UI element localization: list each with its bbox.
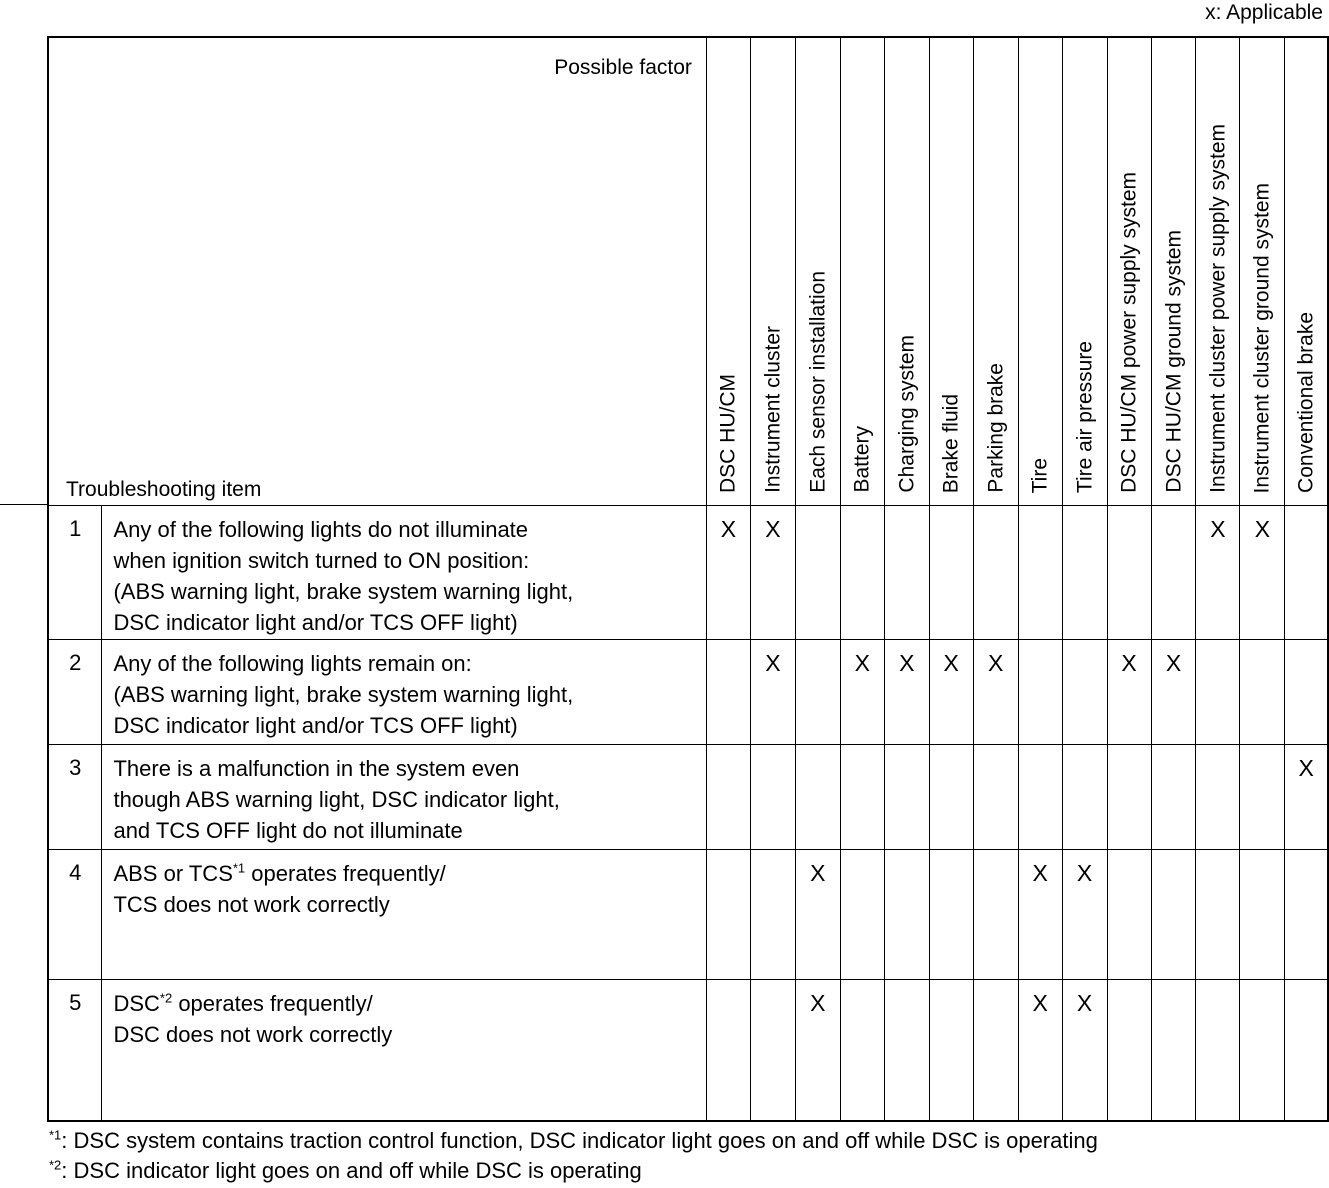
- applicable-cell: [750, 850, 795, 980]
- table-row: [48, 850, 1328, 980]
- applicable-cell: X: [1151, 640, 1196, 745]
- factor-label: Parking brake: [984, 363, 1008, 493]
- item-description: There is a malfunction in the system even though ABS warning light, DSC indicator light, and TCS OFF light do not illuminate: [102, 745, 706, 850]
- applicable-cell: [973, 980, 1018, 1121]
- factor-header: [1285, 37, 1328, 506]
- applicable-cell: [1018, 745, 1062, 850]
- applicable-cell: [1018, 640, 1062, 745]
- applicable-cell: X: [1196, 506, 1240, 640]
- applicable-cell: [1196, 745, 1240, 850]
- item-number: 1: [48, 506, 102, 640]
- applicable-cell: [973, 850, 1018, 980]
- applicable-cell: X: [973, 640, 1018, 745]
- applicable-cell: [1062, 640, 1107, 745]
- item-description: [102, 850, 706, 980]
- factor-label: Instrument cluster: [761, 326, 785, 493]
- applicable-cell: [884, 980, 929, 1121]
- applicable-cell: [929, 980, 973, 1121]
- applicable-cell: [1285, 640, 1328, 745]
- footnote-ref: *2: [159, 990, 173, 1006]
- factor-label: Conventional brake: [1294, 312, 1318, 493]
- description-text: ABS or TCS: [113, 861, 233, 886]
- factor-label: Charging system: [895, 335, 919, 493]
- footnote-1: [49, 1128, 1098, 1154]
- applicable-cell: [1240, 980, 1285, 1121]
- applicable-cell: [1151, 506, 1196, 640]
- applicable-cell: [1107, 745, 1151, 850]
- applicable-cell: [1062, 745, 1107, 850]
- applicable-cell: X: [706, 506, 750, 640]
- description-text: operates frequently/ TCS does not work correctly: [113, 861, 446, 917]
- applicable-cell: [795, 640, 840, 745]
- applicable-cell: [1196, 850, 1240, 980]
- table-row: [48, 980, 1328, 1121]
- footnote-ref: *1: [232, 860, 246, 876]
- factor-header: [706, 37, 750, 506]
- applicable-cell: X: [1018, 850, 1062, 980]
- applicable-cell: X: [929, 640, 973, 745]
- applicable-cell: [840, 745, 884, 850]
- applicable-cell: [706, 850, 750, 980]
- applicable-cell: [706, 745, 750, 850]
- header-corner: [48, 37, 706, 506]
- factor-header: [884, 37, 929, 506]
- applicable-cell: [1240, 850, 1285, 980]
- factor-label: Tire air pressure: [1073, 340, 1097, 493]
- troubleshooting-matrix: [47, 36, 1329, 1122]
- applicable-cell: X: [795, 980, 840, 1121]
- applicable-cell: [1107, 980, 1151, 1121]
- factor-label: Battery: [850, 426, 874, 493]
- applicable-cell: X: [840, 640, 884, 745]
- applicable-cell: [884, 850, 929, 980]
- factor-label: DSC HU/CM: [716, 374, 740, 493]
- applicable-legend: x: Applicable: [1205, 1, 1323, 24]
- factor-label: DSC HU/CM ground system: [1162, 230, 1185, 493]
- applicable-cell: [840, 980, 884, 1121]
- applicable-cell: [750, 745, 795, 850]
- factor-header: [1107, 37, 1151, 506]
- applicable-cell: X: [1062, 980, 1107, 1121]
- factor-header: [1151, 37, 1196, 506]
- troubleshooting-item-label: Troubleshooting item: [66, 478, 262, 501]
- table-row: [48, 640, 1328, 745]
- applicable-cell: [1151, 850, 1196, 980]
- possible-factor-label: Possible factor: [554, 56, 692, 79]
- item-number: 4: [48, 850, 102, 980]
- applicable-cell: [1240, 640, 1285, 745]
- factor-header: [840, 37, 884, 506]
- item-description: [102, 980, 706, 1121]
- footnote-1-mark: *1: [49, 1127, 62, 1143]
- item-number: 3: [48, 745, 102, 850]
- factor-header: [1062, 37, 1107, 506]
- applicable-cell: X: [1240, 506, 1285, 640]
- applicable-cell: [840, 850, 884, 980]
- item-number: 2: [48, 640, 102, 745]
- applicable-cell: [884, 745, 929, 850]
- applicable-cell: X: [795, 850, 840, 980]
- applicable-cell: [1018, 506, 1062, 640]
- applicable-cell: [840, 506, 884, 640]
- applicable-cell: [1196, 640, 1240, 745]
- applicable-cell: [1196, 980, 1240, 1121]
- factor-label: Brake fluid: [939, 393, 963, 493]
- factor-label: Instrument cluster ground system: [1250, 182, 1274, 493]
- factor-header: [1240, 37, 1285, 506]
- factor-label: Instrument cluster power supply system: [1206, 124, 1230, 493]
- applicable-cell: [929, 850, 973, 980]
- applicable-cell: [1062, 506, 1107, 640]
- applicable-cell: X: [750, 640, 795, 745]
- factor-header: [1018, 37, 1062, 506]
- applicable-cell: [973, 745, 1018, 850]
- applicable-cell: [706, 980, 750, 1121]
- applicable-cell: X: [1018, 980, 1062, 1121]
- applicable-cell: [1285, 850, 1328, 980]
- applicable-cell: [1151, 980, 1196, 1121]
- factor-header: [1196, 37, 1240, 506]
- applicable-cell: [1240, 745, 1285, 850]
- applicable-cell: [1151, 745, 1196, 850]
- applicable-cell: [1107, 850, 1151, 980]
- applicable-cell: [750, 980, 795, 1121]
- applicable-cell: [706, 640, 750, 745]
- applicable-cell: [973, 506, 1018, 640]
- applicable-cell: X: [1062, 850, 1107, 980]
- description-text: DSC: [113, 991, 160, 1016]
- footnote-2-mark: *2: [49, 1157, 62, 1173]
- applicable-cell: [1107, 506, 1151, 640]
- applicable-cell: [884, 506, 929, 640]
- item-description: Any of the following lights do not illuminate when ignition switch turned to ON position: (ABS warning light, brake system warning light, DSC indicator light and/or TCS OFF light): [102, 506, 706, 640]
- factor-label: Tire: [1028, 457, 1052, 493]
- table-row: [48, 506, 1328, 640]
- footnote-2-text: : DSC indicator light goes on and off while DSC is operating: [61, 1158, 642, 1183]
- applicable-cell: X: [884, 640, 929, 745]
- description-text: operates frequently/ DSC does not work correctly: [113, 991, 393, 1047]
- factor-label: DSC HU/CM power supply system: [1117, 172, 1141, 493]
- factor-header: [929, 37, 973, 506]
- factor-header: [750, 37, 795, 506]
- applicable-cell: [795, 745, 840, 850]
- header-row: [48, 37, 1328, 506]
- factor-header: [973, 37, 1018, 506]
- item-number: 5: [48, 980, 102, 1121]
- footnote-1-text: : DSC system contains traction control function, DSC indicator light goes on and off while DSC is operating: [61, 1128, 1098, 1153]
- applicable-cell: [929, 506, 973, 640]
- factor-label: Each sensor installation: [806, 271, 830, 493]
- footnote-2: [49, 1158, 642, 1184]
- applicable-cell: [795, 506, 840, 640]
- applicable-cell: [1285, 506, 1328, 640]
- factor-header: [795, 37, 840, 506]
- applicable-cell: X: [750, 506, 795, 640]
- applicable-cell: X: [1285, 745, 1328, 850]
- item-description: Any of the following lights remain on: (ABS warning light, brake system warning light, DSC indicator light and/or TCS OFF light): [102, 640, 706, 745]
- applicable-cell: [1285, 980, 1328, 1121]
- row-divider-extension: [0, 504, 47, 505]
- table-row: [48, 745, 1328, 850]
- applicable-cell: X: [1107, 640, 1151, 745]
- applicable-cell: [929, 745, 973, 850]
